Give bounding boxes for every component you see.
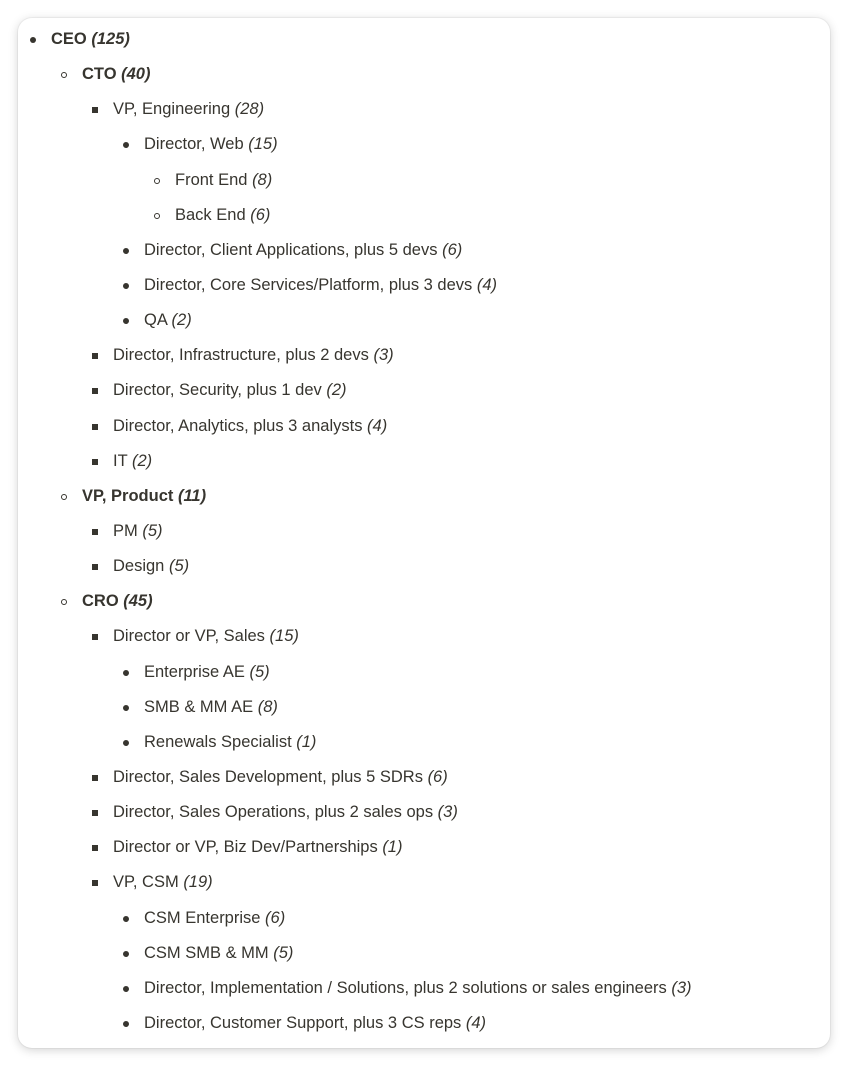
- org-item-label: CSM Enterprise: [144, 908, 261, 927]
- org-item-label: Director, Sales Operations, plus 2 sales ops: [113, 803, 434, 822]
- bullet-circle-icon: [61, 72, 67, 78]
- org-item-headcount: (8): [252, 170, 273, 189]
- org-item-headcount: (2): [131, 451, 153, 470]
- org-item-text: [144, 936, 293, 971]
- org-item-label: VP, CSM: [113, 873, 179, 892]
- org-item-label: VP, Product: [82, 486, 174, 505]
- bullet-square-icon: [92, 634, 98, 640]
- org-item-label: CRO: [82, 592, 119, 611]
- org-item-headcount: (8): [257, 697, 278, 716]
- org-item-text: [144, 268, 497, 303]
- org-item-label: Director, Customer Support, plus 3 CS reps: [144, 1013, 462, 1032]
- bullet-square-icon: [92, 845, 98, 851]
- org-item-text: [113, 865, 213, 900]
- org-item-headcount: (11): [177, 486, 207, 505]
- bullet-disc-icon: [123, 1021, 129, 1027]
- org-item-headcount: (45): [123, 592, 153, 611]
- org-item-text: [113, 444, 152, 479]
- org-item-headcount: (5): [142, 521, 163, 540]
- org-item-headcount: (19): [183, 873, 213, 892]
- org-item-headcount: (4): [367, 416, 388, 435]
- org-item-headcount: (15): [248, 135, 278, 154]
- org-item-headcount: (5): [273, 943, 294, 962]
- org-item-label: Director, Web: [144, 135, 244, 154]
- org-item-headcount: (5): [168, 557, 190, 576]
- org-item-label: Director, Core Services/Platform, plus 3 devs: [144, 275, 473, 294]
- org-item-label: Director, Analytics, plus 3 analysts: [113, 416, 363, 435]
- org-item-label: Director or VP, Sales: [113, 627, 265, 646]
- org-item-label: VP, Engineering: [113, 100, 231, 119]
- org-item-text: [82, 584, 153, 619]
- org-item-headcount: (6): [265, 908, 286, 927]
- org-item-text: [113, 338, 394, 373]
- org-item-label: Design: [113, 557, 165, 576]
- bullet-square-icon: [92, 424, 98, 430]
- org-item-text: [51, 22, 130, 57]
- bullet-disc-icon: [123, 705, 129, 711]
- org-item-text: [175, 163, 272, 198]
- org-item-text: [113, 409, 387, 444]
- bullet-disc-icon: [123, 142, 129, 148]
- bullet-disc-icon: [123, 916, 129, 922]
- org-item-text: [82, 57, 150, 92]
- org-item-label: Enterprise AE: [144, 662, 245, 681]
- org-item-text: [144, 1006, 486, 1041]
- org-item-label: PM: [113, 521, 138, 540]
- org-item-label: Director, Sales Development, plus 5 SDRs: [113, 767, 423, 786]
- org-item-label: Director, Infrastructure, plus 2 devs: [113, 346, 369, 365]
- org-item-text: [144, 901, 285, 936]
- org-item-headcount: (4): [465, 1013, 487, 1032]
- org-item-label: CTO: [82, 65, 117, 84]
- bullet-disc-icon: [123, 740, 129, 746]
- org-item-label: Renewals Specialist: [144, 732, 292, 751]
- org-item-label: Director or VP, Biz Dev/Partnerships: [113, 838, 378, 857]
- org-item-text: [144, 127, 278, 162]
- org-item-headcount: (15): [269, 627, 299, 646]
- org-item-text: [113, 830, 402, 865]
- org-item-text: [113, 549, 189, 584]
- org-item-headcount: (6): [442, 240, 463, 259]
- org-item-text: [144, 233, 462, 268]
- org-item-label: Front End: [175, 170, 248, 189]
- bullet-square-icon: [92, 810, 98, 816]
- org-item-text: [113, 373, 347, 408]
- org-item-headcount: (5): [249, 662, 270, 681]
- org-item-headcount: (125): [91, 30, 130, 48]
- org-item-text: [113, 795, 458, 830]
- org-item-headcount: (6): [250, 205, 271, 224]
- org-item-text: [144, 725, 316, 760]
- org-item-headcount: (28): [234, 100, 265, 119]
- org-item-text: [144, 655, 270, 690]
- bullet-square-icon: [92, 880, 98, 886]
- org-item-headcount: (3): [373, 346, 394, 365]
- bullet-circle-icon: [154, 213, 160, 219]
- bullet-square-icon: [92, 353, 98, 359]
- org-item-headcount: (1): [296, 732, 317, 751]
- bullet-circle-icon: [154, 178, 160, 184]
- org-item-headcount: (3): [437, 803, 458, 822]
- org-item-text: [144, 690, 278, 725]
- org-item-label: Director, Client Applications, plus 5 devs: [144, 240, 438, 259]
- bullet-square-icon: [92, 564, 98, 570]
- org-item-headcount: (1): [382, 838, 403, 857]
- org-item-text: [113, 92, 264, 127]
- bullet-disc-icon: [123, 318, 129, 324]
- bullet-disc-icon: [123, 951, 129, 957]
- bullet-circle-icon: [61, 599, 67, 605]
- org-item-text: [144, 971, 692, 1006]
- org-item-headcount: (2): [326, 381, 347, 400]
- bullet-square-icon: [92, 775, 98, 781]
- org-item-label: Director, Security, plus 1 dev: [113, 381, 322, 400]
- org-item-text: [82, 479, 206, 514]
- bullet-square-icon: [92, 459, 98, 465]
- bullet-square-icon: [92, 107, 98, 113]
- org-item-headcount: (3): [671, 978, 692, 997]
- org-item-label: CEO: [51, 30, 87, 48]
- org-item-text: [113, 619, 299, 654]
- org-item-headcount: (4): [476, 275, 498, 294]
- bullet-circle-icon: [61, 494, 67, 500]
- org-item-text: [113, 760, 448, 795]
- org-item-label: Director, Implementation / Solutions, plus 2 solutions or sales engineers: [144, 978, 667, 997]
- bullet-disc-icon: [30, 37, 36, 43]
- org-item-label: CSM SMB & MM: [144, 943, 269, 962]
- org-item-headcount: (2): [171, 311, 192, 330]
- org-item-label: SMB & MM AE: [144, 697, 254, 716]
- bullet-disc-icon: [123, 986, 129, 992]
- org-item-label: QA: [144, 311, 167, 330]
- org-item-text: [113, 514, 163, 549]
- org-item-label: IT: [113, 451, 128, 470]
- bullet-disc-icon: [123, 283, 129, 289]
- org-item-headcount: (40): [121, 65, 151, 84]
- org-item-text: [144, 303, 192, 338]
- bullet-square-icon: [92, 388, 98, 394]
- bullet-square-icon: [92, 529, 98, 535]
- org-item-headcount: (6): [427, 767, 448, 786]
- bullet-disc-icon: [123, 248, 129, 254]
- org-item-label: Back End: [175, 205, 246, 224]
- org-chart-card: [18, 18, 830, 1048]
- bullet-disc-icon: [123, 670, 129, 676]
- org-item-text: [175, 198, 270, 233]
